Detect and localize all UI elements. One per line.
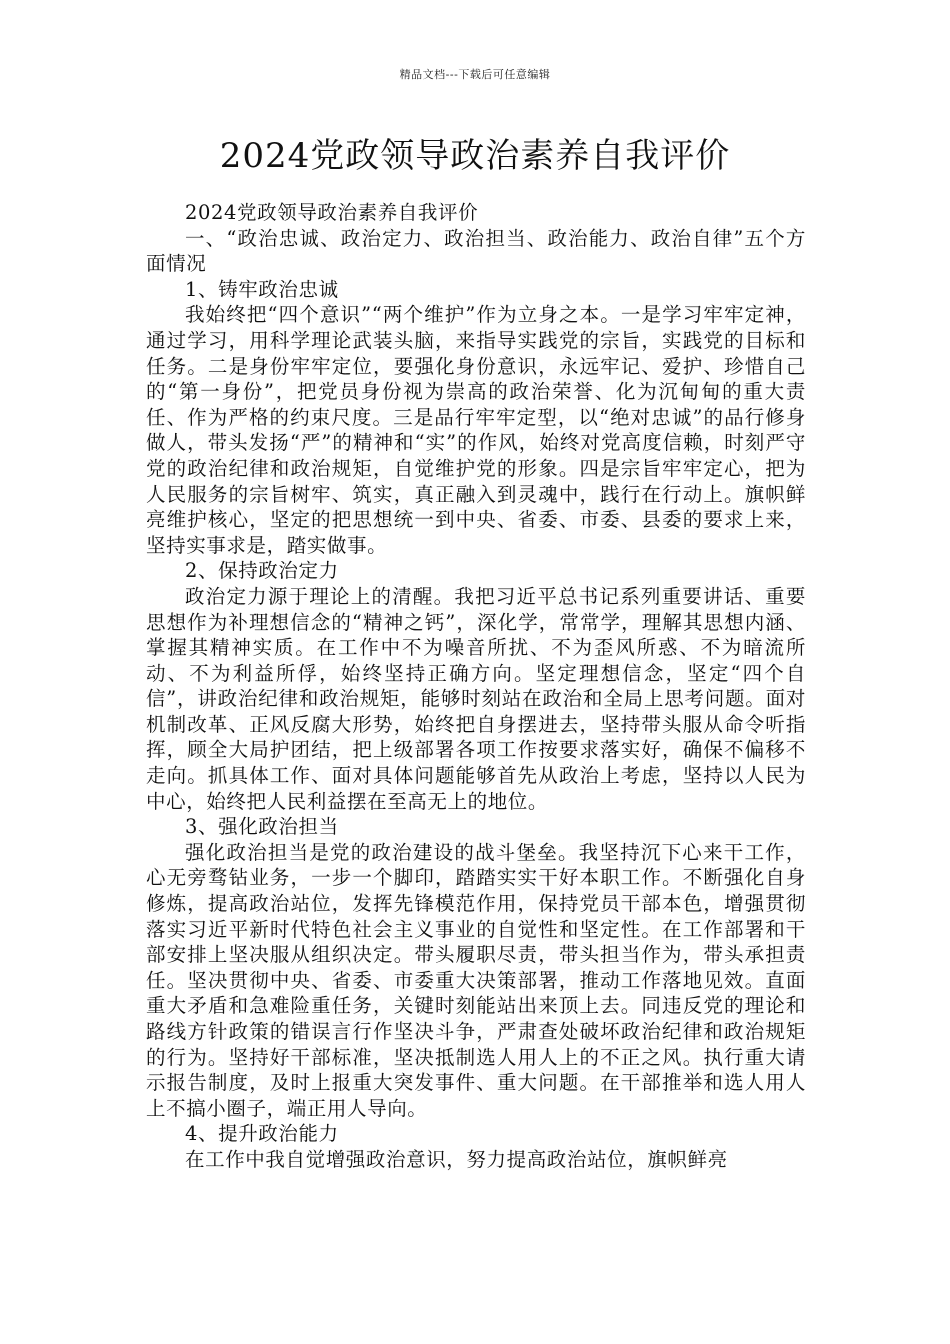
section-heading: 一、“政治忠诚、政治定力、政治担当、政治能力、政治自律”五个方面情况 [146,226,806,276]
body-paragraph: 在工作中我自觉增强政治意识，努力提高政治站位，旗帜鲜亮 [185,1147,728,1171]
section-heading: 2、保持政治定力 [185,559,339,583]
section-heading: 1、铸牢政治忠诚 [185,277,339,301]
document-title: 2024党政领导政治素养自我评价 [219,136,731,176]
section-heading: 3、强化政治担当 [185,815,339,839]
document-body [146,200,806,1173]
body-paragraph: 我始终把“四个意识”“两个维护”作为立身之本。一是学习牢牢定神，通过学习，用科学理论武装头脑，来指导实践党的宗旨，实践党的目标和任务。二是身份牢牢定位，要强化身份意识，永远牢记、爱护、珍惜自己的“第一身份”，把党员身份视为崇高的政治荣誉、化为沉甸甸的重大责任、作为严格的约束尺度。三是品行牢牢定型，以“绝对忠诚”的品行修身做人，带头发扬“严”的精神和“实”的作风，始终对党高度信赖，时刻严守党的政治纪律和政治规矩，自觉维护党的形象。四是宗旨牢牢定心，把为人民服务的宗旨树牢、筑实，真正融入到灵魂中，践行在行动上。旗帜鲜亮维护核心，坚定的把思想统一到中央、省委、市委、县委的要求上来，坚持实事求是，踏实做事。 [146,303,806,557]
subtitle-line: 2024党政领导政治素养自我评价 [185,201,479,224]
body-paragraph: 政治定力源于理论上的清醒。我把习近平总书记系列重要讲话、重要思想作为补理想信念的“精神之钙”，深化学，常常学，理解其思想内涵、掌握其精神实质。在工作中不为噪音所扰、不为歪风所惑、不为暗流所动、不为利益所俘，始终坚持正确方向。坚定理想信念，坚定“四个自信”，讲政治纪律和政治规矩，能够时刻站在政治和全局上思考问题。面对机制改革、正风反腐大形势，始终把自身摆进去，坚持带头服从命令听指挥，顾全大局护团结，把上级部署各项工作按要求落实好，确保不偏移不走向。抓具体工作、面对具体问题能够首先从政治上考虑，坚持以人民为中心，始终把人民利益摆在至高无上的地位。 [146,584,806,813]
section-heading: 4、提升政治能力 [185,1122,339,1146]
body-paragraph: 强化政治担当是党的政治建设的战斗堡垒。我坚持沉下心来干工作，心无旁骛钻业务，一步一个脚印，踏踏实实干好本职工作。不断强化自身修炼，提高政治站位，发挥先锋模范作用，保持党员干部本色，增强贯彻落实习近平新时代特色社会主义事业的自觉性和坚定性。在工作部署和干部安排上坚决服从组织决定。带头履职尽责，带头担当作为，带头承担责任。坚决贯彻中央、省委、市委重大决策部署，推动工作落地见效。直面重大矛盾和急难险重任务，关键时刻能站出来顶上去。同违反党的理论和路线方针政策的错误言行作坚决斗争，严肃查处破坏政治纪律和政治规矩的行为。坚持好干部标准，坚决抵制选人用人上的不正之风。执行重大请示报告制度，及时上报重大突发事件、重大问题。在干部推举和选人用人上不搞小圈子，端正用人导向。 [146,840,806,1120]
header-note: 精品文档---下载后可任意编辑 [399,68,551,81]
